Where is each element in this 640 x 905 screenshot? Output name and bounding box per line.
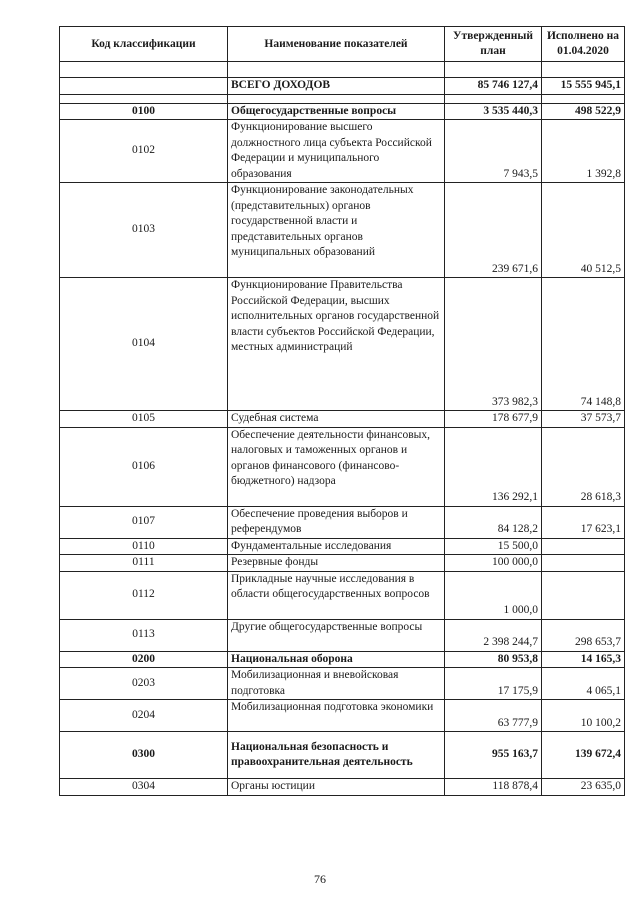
row-plan: 7 943,5 xyxy=(445,120,542,183)
row-name: Судебная система xyxy=(228,411,445,428)
row-name: Функционирование Правительства Российской Федерации, высших исполнительных органов государственной власти субъектов Российской Федерации, местных администраций xyxy=(228,278,445,411)
header-name: Наименование показателей xyxy=(228,27,445,62)
row-plan: 100 000,0 xyxy=(445,555,542,572)
spacer-row xyxy=(60,94,625,103)
row-done: 298 653,7 xyxy=(542,619,625,651)
row-code: 0111 xyxy=(60,555,228,572)
row-name: Прикладные научные исследования в области общегосударственных вопросов xyxy=(228,571,445,619)
row-code: 0104 xyxy=(60,278,228,411)
table-row xyxy=(60,427,625,506)
row-plan: 239 671,6 xyxy=(445,183,542,278)
row-plan: 1 000,0 xyxy=(445,571,542,619)
table-row xyxy=(60,732,625,779)
row-plan: 84 128,2 xyxy=(445,506,542,538)
row-done: 4 065,1 xyxy=(542,668,625,700)
row-name: Другие общегосударственные вопросы xyxy=(228,619,445,651)
table-row xyxy=(60,555,625,572)
header-plan: Утвержденный план xyxy=(445,27,542,62)
row-name: Органы юстиции xyxy=(228,779,445,796)
row-plan: 63 777,9 xyxy=(445,700,542,732)
row-plan: 118 878,4 xyxy=(445,779,542,796)
row-done xyxy=(542,571,625,619)
table-row xyxy=(60,651,625,668)
budget-table xyxy=(59,26,625,796)
row-code: 0203 xyxy=(60,668,228,700)
row-done: 17 623,1 xyxy=(542,506,625,538)
row-name: Национальная безопасность и правоохранительная деятельность xyxy=(228,732,445,779)
row-code: 0106 xyxy=(60,427,228,506)
row-done: 139 672,4 xyxy=(542,732,625,779)
header-done: Исполнено на 01.04.2020 xyxy=(542,27,625,62)
row-name: Общегосударственные вопросы xyxy=(228,103,445,120)
row-done: 1 392,8 xyxy=(542,120,625,183)
row-code: 0112 xyxy=(60,571,228,619)
table-row xyxy=(60,183,625,278)
row-plan: 178 677,9 xyxy=(445,411,542,428)
header-row xyxy=(60,27,625,62)
row-name: Национальная оборона xyxy=(228,651,445,668)
row-done: 40 512,5 xyxy=(542,183,625,278)
row-done: 37 573,7 xyxy=(542,411,625,428)
total-code xyxy=(60,78,228,95)
row-code: 0105 xyxy=(60,411,228,428)
row-plan: 80 953,8 xyxy=(445,651,542,668)
total-done: 15 555 945,1 xyxy=(542,78,625,95)
row-code: 0113 xyxy=(60,619,228,651)
row-plan: 955 163,7 xyxy=(445,732,542,779)
table-row xyxy=(60,571,625,619)
row-name: Мобилизационная подготовка экономики xyxy=(228,700,445,732)
row-done: 10 100,2 xyxy=(542,700,625,732)
row-done: 28 618,3 xyxy=(542,427,625,506)
table-row xyxy=(60,120,625,183)
table-body xyxy=(60,103,625,795)
spacer-row xyxy=(60,62,625,78)
row-code: 0107 xyxy=(60,506,228,538)
row-done xyxy=(542,555,625,572)
row-plan: 2 398 244,7 xyxy=(445,619,542,651)
row-done: 14 165,3 xyxy=(542,651,625,668)
total-row xyxy=(60,78,625,95)
total-plan: 85 746 127,4 xyxy=(445,78,542,95)
row-done: 74 148,8 xyxy=(542,278,625,411)
row-name: Мобилизационная и вневойсковая подготовка xyxy=(228,668,445,700)
row-plan: 17 175,9 xyxy=(445,668,542,700)
table-row xyxy=(60,668,625,700)
row-code: 0102 xyxy=(60,120,228,183)
row-code: 0300 xyxy=(60,732,228,779)
row-code: 0304 xyxy=(60,779,228,796)
row-done: 23 635,0 xyxy=(542,779,625,796)
row-done xyxy=(542,538,625,555)
table-row xyxy=(60,538,625,555)
row-code: 0100 xyxy=(60,103,228,120)
row-name: Функционирование высшего должностного лица субъекта Российской Федерации и муниципального образования xyxy=(228,120,445,183)
row-code: 0110 xyxy=(60,538,228,555)
row-name: Обеспечение проведения выборов и референдумов xyxy=(228,506,445,538)
row-name: Фундаментальные исследования xyxy=(228,538,445,555)
header-code: Код классификации xyxy=(60,27,228,62)
row-plan: 15 500,0 xyxy=(445,538,542,555)
table-row xyxy=(60,506,625,538)
table-row xyxy=(60,700,625,732)
row-code: 0103 xyxy=(60,183,228,278)
row-name: Функционирование законодательных (представительных) органов государственной власти и представительных органов муниципальных образований xyxy=(228,183,445,278)
row-name: Резервные фонды xyxy=(228,555,445,572)
table-row xyxy=(60,411,625,428)
table-row xyxy=(60,779,625,796)
table-row xyxy=(60,278,625,411)
row-code: 0200 xyxy=(60,651,228,668)
page-number: 76 xyxy=(314,872,326,886)
row-done: 498 522,9 xyxy=(542,103,625,120)
total-name: ВСЕГО ДОХОДОВ xyxy=(228,78,445,95)
table-row xyxy=(60,103,625,120)
row-name: Обеспечение деятельности финансовых, налоговых и таможенных органов и органов финансового (финансово-бюджетного) надзора xyxy=(228,427,445,506)
row-plan: 373 982,3 xyxy=(445,278,542,411)
row-code: 0204 xyxy=(60,700,228,732)
row-plan: 3 535 440,3 xyxy=(445,103,542,120)
table-row xyxy=(60,619,625,651)
row-plan: 136 292,1 xyxy=(445,427,542,506)
